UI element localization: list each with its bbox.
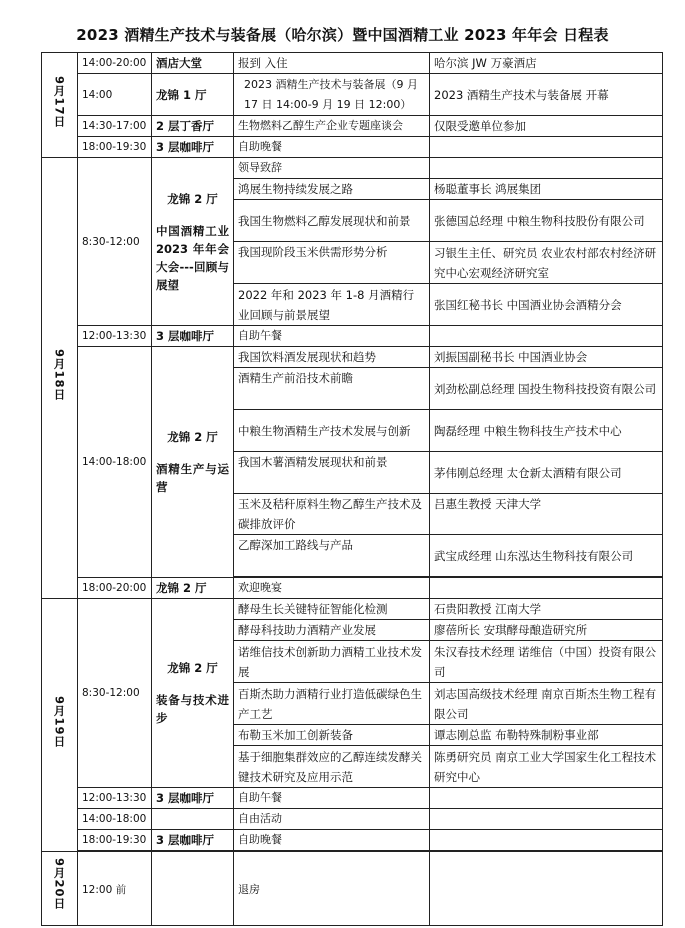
note-cell: 2023 酒精生产技术与装备展 开幕 (430, 74, 663, 116)
topic-cell: 鸿展生物持续发展之路 (234, 179, 430, 200)
venue-cell (152, 852, 234, 926)
time-cell: 8:30-12:00 (78, 599, 152, 788)
topic-cell: 基于细胞集群效应的乙醇连续发酵关键技术研究及应用示范 (234, 746, 430, 788)
topic-cell: 我国木薯酒精发展现状和前景 (234, 452, 430, 494)
speaker-cell: 廖蓓所长 安琪酵母酿造研究所 (430, 620, 663, 641)
table-row (42, 158, 663, 179)
topic-cell: 我国饮料酒发展现状和趋势 (234, 347, 430, 368)
venue-cell: 2 层丁香厅 (152, 116, 234, 137)
speaker-cell: 陈勇研究员 南京工业大学国家生化工程技术研究中心 (430, 746, 663, 788)
venue-cell: 酒店大堂 (152, 53, 234, 74)
session-cell (152, 599, 234, 788)
topic-cell: 2023 酒精生产技术与装备展（9 月 17 日 14:00-9 月 19 日 12:00） (234, 74, 430, 116)
speaker-cell (430, 158, 663, 179)
topic-cell: 自助晚餐 (234, 137, 430, 158)
speaker-cell: 陶磊经理 中粮生物科技生产技术中心 (430, 410, 663, 452)
venue-cell: 3 层咖啡厅 (152, 788, 234, 809)
topic-cell: 乙醇深加工路线与产品 (234, 535, 430, 577)
time-cell: 12:00-13:30 (78, 326, 152, 347)
topic-cell: 布勒玉米加工创新装备 (234, 725, 430, 746)
table-row (42, 852, 663, 926)
table-row (42, 53, 663, 74)
session-title: 装备与技术进步 (156, 693, 229, 725)
note-cell: 仅限受邀单位参加 (430, 116, 663, 137)
speaker-cell (430, 830, 663, 851)
venue-cell: 龙锦 2 厅 (152, 578, 234, 599)
topic-cell: 诺维信技术创新助力酒精工业技术发展 (234, 641, 430, 683)
time-cell: 14:00-18:00 (78, 809, 152, 830)
topic-cell: 2022 年和 2023 年 1-8 月酒精行业回顾与前景展望 (234, 284, 430, 326)
time-cell: 18:00-19:30 (78, 137, 152, 158)
speaker-cell: 吕惠生教授 天津大学 (430, 494, 663, 535)
time-cell: 14:00 (78, 74, 152, 116)
schedule-table (41, 52, 663, 926)
venue-cell: 3 层咖啡厅 (152, 326, 234, 347)
time-cell: 8:30-12:00 (78, 158, 152, 326)
time-cell: 14:00-18:00 (78, 347, 152, 578)
table-row (42, 578, 663, 599)
speaker-cell (430, 788, 663, 809)
page-title: 2023 酒精生产技术与装备展（哈尔滨）暨中国酒精工业 2023 年年会 日程表 (76, 26, 609, 44)
topic-cell: 自助午餐 (234, 788, 430, 809)
note-cell (430, 137, 663, 158)
time-cell: 12:00-13:30 (78, 788, 152, 809)
date-cell-sep17: 9月17日 (42, 53, 78, 158)
topic-cell: 领导致辞 (234, 158, 430, 179)
speaker-cell: 朱汉春技术经理 诺维信（中国）投资有限公司 (430, 641, 663, 683)
session-title: 中国酒精工业 2023 年年会大会---回顾与展望 (156, 223, 229, 292)
topic-cell: 报到 入住 (234, 53, 430, 74)
time-cell: 12:00 前 (78, 852, 152, 926)
session-venue: 龙锦 2 厅 (167, 430, 218, 444)
venue-cell: 龙锦 1 厅 (152, 74, 234, 116)
topic-cell: 百斯杰助力酒精行业打造低碳绿色生产工艺 (234, 683, 430, 725)
speaker-cell: 张国红秘书长 中国酒业协会酒精分会 (430, 284, 663, 326)
date-cell-sep19: 9月19日 (42, 599, 78, 852)
topic-cell: 酵母科技助力酒精产业发展 (234, 620, 430, 641)
speaker-cell: 习银生主任、研究员 农业农村部农村经济研究中心宏观经济研究室 (430, 242, 663, 284)
topic-cell: 我国生物燃料乙醇发展现状和前景 (234, 200, 430, 242)
session-cell (152, 347, 234, 578)
topic-cell: 酒精生产前沿技术前瞻 (234, 368, 430, 410)
topic-cell: 酵母生长关键特征智能化检测 (234, 599, 430, 620)
speaker-cell: 杨聪董事长 鸿展集团 (430, 179, 663, 200)
table-row (42, 74, 663, 116)
speaker-cell: 刘振国副秘书长 中国酒业协会 (430, 347, 663, 368)
speaker-cell: 石贵阳教授 江南大学 (430, 599, 663, 620)
speaker-cell: 张德国总经理 中粮生物科技股份有限公司 (430, 200, 663, 242)
topic-cell: 退房 (234, 852, 430, 926)
date-cell-sep20: 9月20日 (42, 852, 78, 926)
topic-cell: 我国现阶段玉米供需形势分析 (234, 242, 430, 284)
table-row (42, 788, 663, 809)
speaker-cell (430, 326, 663, 347)
time-cell: 14:30-17:00 (78, 116, 152, 137)
speaker-cell: 刘志国高级技术经理 南京百斯杰生物工程有限公司 (430, 683, 663, 725)
session-venue: 龙锦 2 厅 (167, 661, 218, 675)
speaker-cell (430, 578, 663, 599)
venue-cell: 3 层咖啡厅 (152, 830, 234, 851)
table-row (42, 116, 663, 137)
speaker-cell: 武宝成经理 山东泓达生物科技有限公司 (430, 535, 663, 577)
topic-cell: 中粮生物酒精生产技术发展与创新 (234, 410, 430, 452)
speaker-cell: 刘劲松副总经理 国投生物科技投资有限公司 (430, 368, 663, 410)
note-cell: 哈尔滨 JW 万豪酒店 (430, 53, 663, 74)
speaker-cell: 谭志刚总监 布勒特殊制粉事业部 (430, 725, 663, 746)
topic-cell: 生物燃料乙醇生产企业专题座谈会 (234, 116, 430, 137)
table-row (42, 599, 663, 620)
time-cell: 18:00-19:30 (78, 830, 152, 851)
table-row (42, 137, 663, 158)
venue-cell (152, 809, 234, 830)
session-cell (152, 158, 234, 326)
topic-cell: 欢迎晚宴 (234, 578, 430, 599)
time-cell: 14:00-20:00 (78, 53, 152, 74)
topic-cell: 自助午餐 (234, 326, 430, 347)
session-title: 酒精生产与运营 (156, 462, 229, 494)
table-row (42, 830, 663, 851)
speaker-cell (430, 852, 663, 926)
topic-cell: 自由活动 (234, 809, 430, 830)
topic-cell: 玉米及秸秆原料生物乙醇生产技术及碳排放评价 (234, 494, 430, 535)
speaker-cell (430, 809, 663, 830)
venue-cell: 3 层咖啡厅 (152, 137, 234, 158)
date-cell-sep18: 9月18日 (42, 158, 78, 599)
topic-cell: 自助晚餐 (234, 830, 430, 851)
table-row (42, 809, 663, 830)
speaker-cell: 茅伟刚总经理 太仓新太酒精有限公司 (430, 452, 663, 494)
time-cell: 18:00-20:00 (78, 578, 152, 599)
session-venue: 龙锦 2 厅 (167, 191, 218, 206)
table-row (42, 326, 663, 347)
table-row (42, 347, 663, 368)
